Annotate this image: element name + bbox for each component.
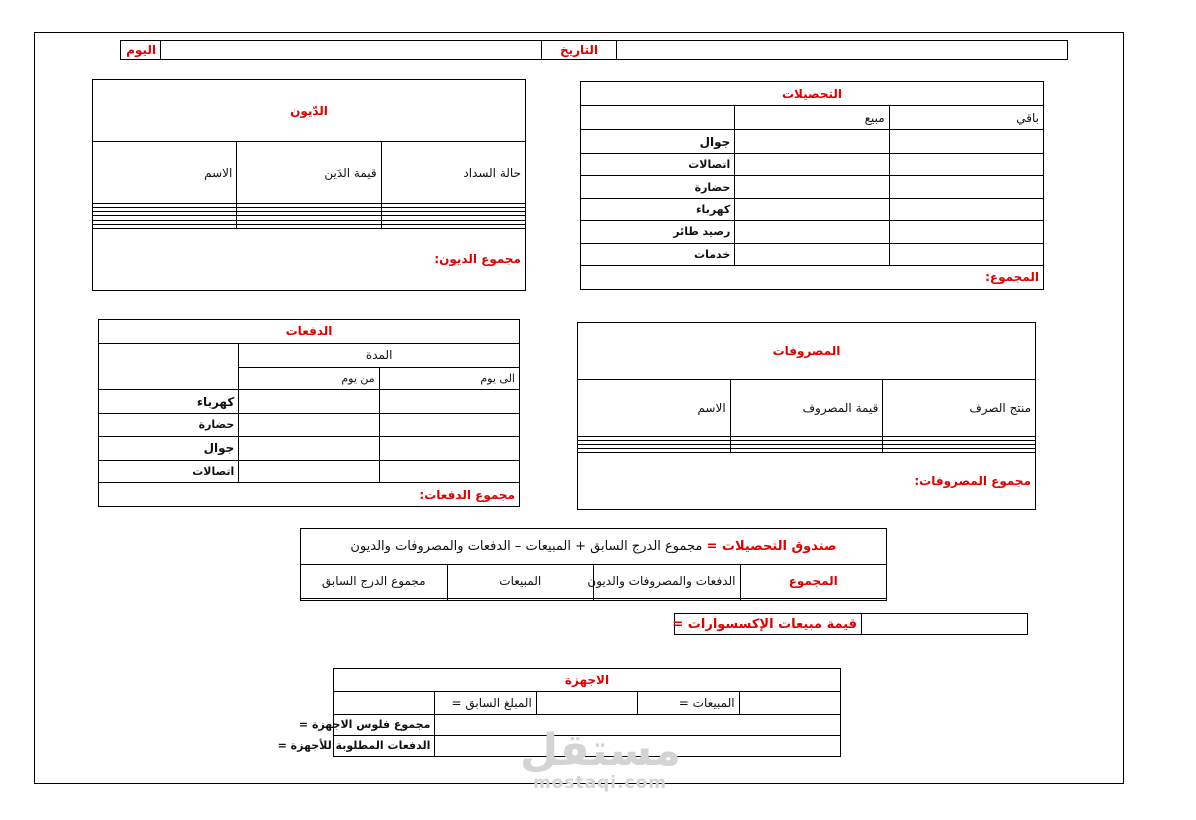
debts-total-label: مجموع الديون: [93,228,526,290]
payments-to-label: الى يوم [379,367,519,389]
expenses-col-spender: منتج الصرف [883,380,1036,437]
collections-cell[interactable] [889,198,1043,220]
devices-blank-cell [334,691,435,714]
fund-cell[interactable] [740,598,887,600]
debts-col-status: حالة السداد [381,142,525,204]
payments-row-label: كهرباء [99,390,239,414]
collections-col-sold: مبيع [735,106,889,130]
payments-row-label: جوال [99,436,239,460]
collections-row-label: جوال [581,130,735,154]
day-field[interactable] [161,41,542,60]
expenses-table [577,322,1036,510]
collections-cell[interactable] [735,154,889,176]
devices-prev-amount-field[interactable] [536,691,637,714]
fund-table [300,528,887,601]
payments-cell[interactable] [239,414,379,436]
payments-title: الدفعات [99,320,520,344]
collections-table [580,81,1044,290]
fund-cell[interactable] [594,598,741,600]
collections-cell[interactable] [889,130,1043,154]
date-field[interactable] [617,41,1068,60]
fund-col-prev: مجموع الدرج السابق [301,565,448,599]
accessories-field[interactable] [862,614,1028,635]
header-row [120,40,1068,60]
payments-cell[interactable] [379,436,519,460]
payments-total-label: مجموع الدفعات: [99,483,520,507]
devices-payments-required-field[interactable] [435,735,841,756]
fund-title [301,529,887,565]
collections-row-label: اتصالات [581,154,735,176]
expenses-col-name: الاسم [578,380,731,437]
collections-cell[interactable] [735,198,889,220]
fund-col-sales: المبيعات [447,565,594,599]
devices-table [277,668,841,757]
devices-money-total-label: مجموع فلوس الاجهزة = [334,714,435,735]
collections-row-label: خدمات [581,243,735,265]
collections-cell[interactable] [889,243,1043,265]
date-label: التاريخ [542,41,617,60]
payments-cell[interactable] [239,390,379,414]
fund-col-total: المجموع [740,565,887,599]
payments-corner-cell [99,343,239,389]
fund-cell[interactable] [301,598,448,600]
collections-cell[interactable] [735,243,889,265]
payments-cell[interactable] [379,460,519,482]
debts-title: الدّيون [93,80,526,142]
payments-cell[interactable] [239,436,379,460]
devices-prev-amount-label: المبلغ السابق = [435,691,536,714]
payments-period-label: المدة [239,343,520,367]
payments-cell[interactable] [379,414,519,436]
collections-cell[interactable] [889,176,1043,198]
watermark-latin: mostaqi.com [532,773,668,793]
debts-table [92,79,526,291]
payments-cell[interactable] [379,390,519,414]
accessories-row [674,613,1028,635]
collections-cell[interactable] [735,130,889,154]
collections-cell[interactable] [889,154,1043,176]
collections-cell[interactable] [735,176,889,198]
watermark-arabic: مستقل [520,725,681,776]
collections-row-label: كهرباء [581,198,735,220]
fund-title-rest: مجموع الدرج السابق + المبيعات – الدفعات والمصروفات والديون [350,539,703,554]
collections-row-label: رصيد طائر [581,221,735,243]
day-label: اليوم [121,41,161,60]
collections-cell[interactable] [889,221,1043,243]
collections-col-remaining: باقي [889,106,1043,130]
devices-title: الاجهزة [334,669,841,692]
fund-title-red: صندوق التحصيلات = [706,539,837,554]
expenses-col-value: قيمة المصروف [730,380,883,437]
debts-col-name: الاسم [93,142,237,204]
payments-row-label: اتصالات [99,460,239,482]
payments-cell[interactable] [239,460,379,482]
expenses-total-label: مجموع المصروفات: [578,452,1036,509]
collections-total-label: المجموع: [581,265,1044,289]
collections-cell[interactable] [735,221,889,243]
fund-cell[interactable] [447,598,594,600]
collections-corner-cell [581,106,735,130]
collections-title: التحصيلات [581,82,1044,106]
fund-col-deductions: الدفعات والمصروفات والديون [594,565,741,599]
devices-sales-field[interactable] [739,691,840,714]
collections-row-label: حضارة [581,176,735,198]
devices-sales-label: المبيعات = [638,691,739,714]
payments-row-label: حضارة [99,414,239,436]
payments-from-label: من يوم [239,367,379,389]
accessories-label: قيمة مبيعات الإكسسوارات = [675,614,862,635]
debts-col-amount: قيمة الدَين [237,142,381,204]
devices-payments-required-label: الدفعات المطلوبة للأجهزة = [334,735,435,756]
expenses-title: المصروفات [578,323,1036,380]
devices-money-total-field[interactable] [435,714,841,735]
payments-table [98,319,520,507]
